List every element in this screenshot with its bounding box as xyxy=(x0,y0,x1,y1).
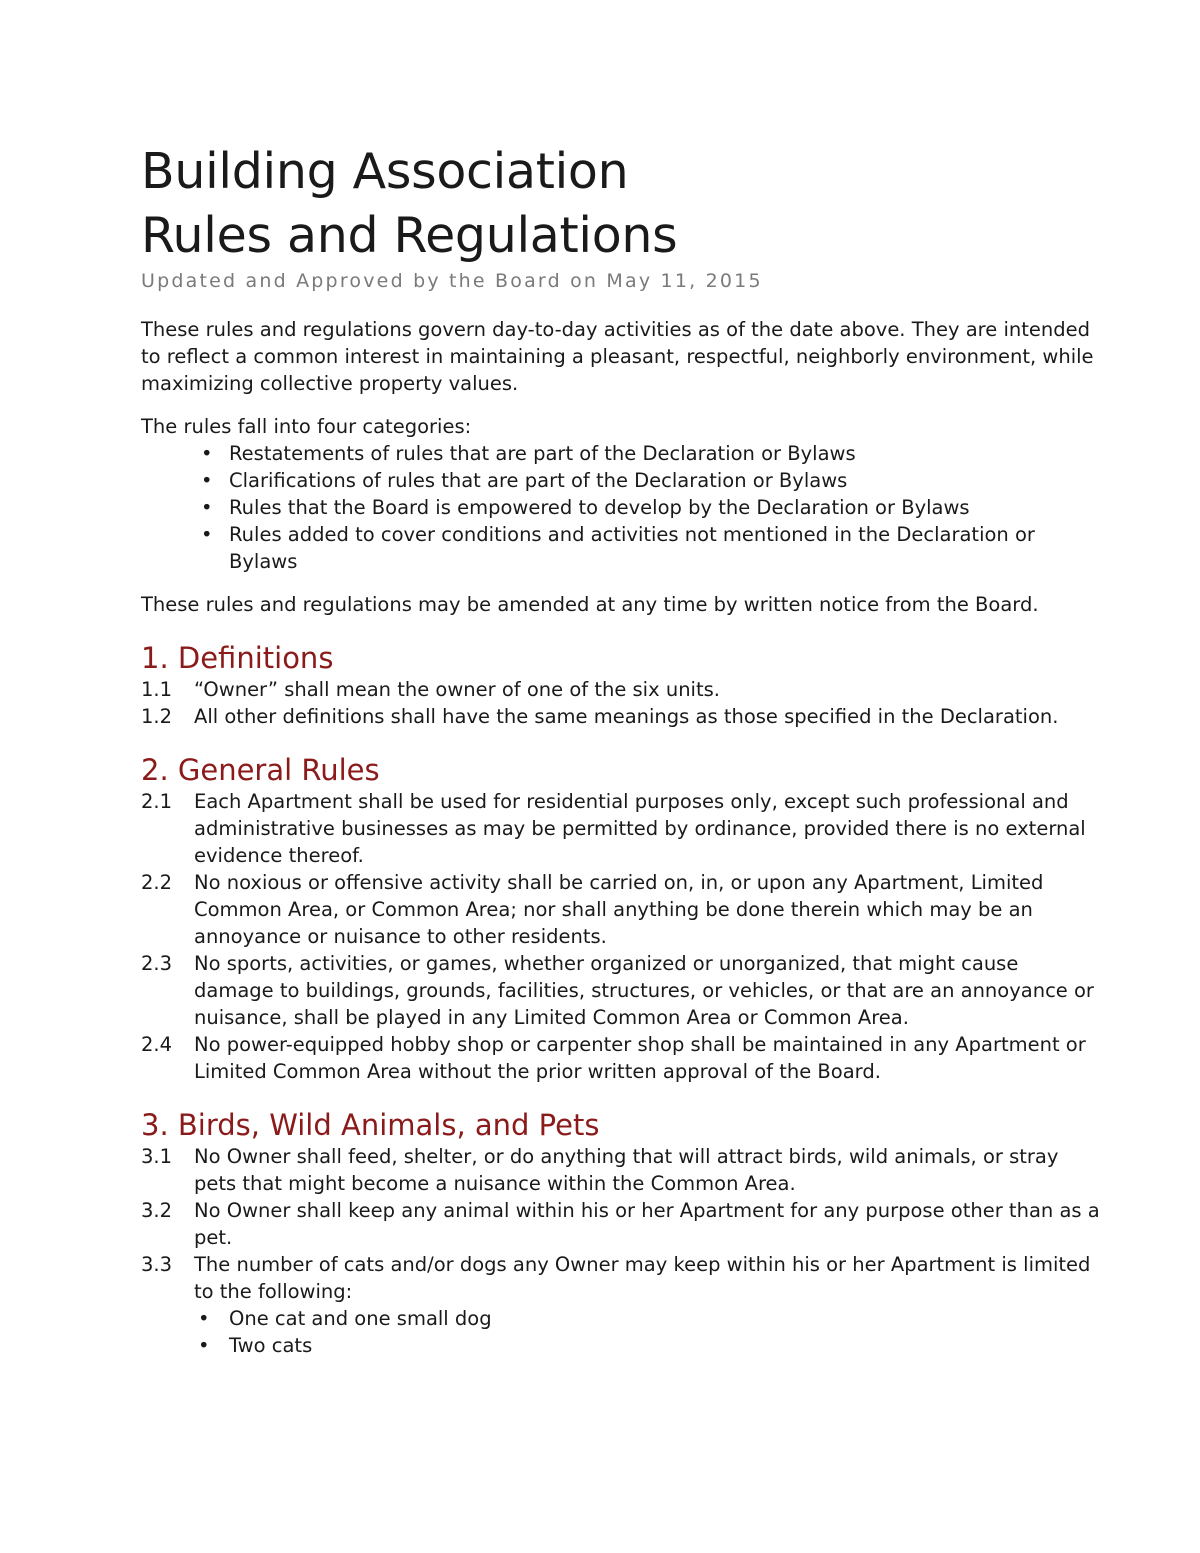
pets-rules-list xyxy=(141,1143,1101,1359)
list-item: • Rules that the Board is empowered to develop by the Declaration or Bylaws xyxy=(201,496,970,519)
rule-number: 1.2 xyxy=(141,705,173,728)
list-item: • Clarifications of rules that are part of the Declaration or Bylaws xyxy=(201,469,848,492)
section-heading-pets: 3. Birds, Wild Animals, and Pets xyxy=(141,1108,600,1142)
list-item: • One cat and one small dog xyxy=(198,1307,492,1330)
categories-list xyxy=(141,440,1101,575)
bullet-icon: • xyxy=(201,523,213,546)
rule-item xyxy=(141,788,1101,869)
bullet-icon: • xyxy=(201,442,213,465)
rule-text: The number of cats and/or dogs any Owner may keep within his or her Apartment is limited to the following: xyxy=(194,1253,1091,1303)
rule-number: 3.1 xyxy=(141,1145,173,1168)
list-item: • Restatements of rules that are part of the Declaration or Bylaws xyxy=(201,442,856,465)
rule-item xyxy=(141,1031,1101,1085)
document-page xyxy=(141,140,1101,1359)
rule-item xyxy=(141,703,1101,730)
rule-text: All other definitions shall have the same meanings as those specified in the Declaration. xyxy=(194,705,1059,728)
rule-number: 3.2 xyxy=(141,1199,173,1222)
categories-intro: The rules fall into four categories: xyxy=(141,415,472,438)
bullet-icon: • xyxy=(201,496,213,519)
rule-number: 3.3 xyxy=(141,1253,173,1276)
rule-text: No power-equipped hobby shop or carpenter shop shall be maintained in any Apartment or Limited Common Area without the prior written approval of the Board. xyxy=(194,1033,1086,1083)
pet-limits-list xyxy=(194,1305,1101,1359)
rule-text: No Owner shall keep any animal within his or her Apartment for any purpose other than as a pet. xyxy=(194,1199,1100,1249)
section-heading-general-rules: 2. General Rules xyxy=(141,753,380,787)
title-line-2: Rules and Regulations xyxy=(141,207,678,264)
rule-number: 1.1 xyxy=(141,678,173,701)
definitions-list xyxy=(141,676,1101,730)
rule-item xyxy=(141,1197,1101,1251)
document-subtitle: Updated and Approved by the Board on May 11, 2015 xyxy=(141,270,763,292)
rule-text: “Owner” shall mean the owner of one of the six units. xyxy=(194,678,720,701)
rule-item xyxy=(141,676,1101,703)
bullet-icon: • xyxy=(201,469,213,492)
list-item: • Rules added to cover conditions and activities not mentioned in the Declaration or Bylaws xyxy=(201,523,1035,573)
rule-item xyxy=(141,1143,1101,1197)
rule-item xyxy=(141,869,1101,950)
rule-number: 2.2 xyxy=(141,871,173,894)
rule-item xyxy=(141,950,1101,1031)
rule-number: 2.4 xyxy=(141,1033,173,1056)
rule-text: Each Apartment shall be used for residential purposes only, except such professional and administrative businesses as may be permitted by ordinance, provided there is no external evidence thereof. xyxy=(194,790,1086,867)
bullet-icon: • xyxy=(198,1334,210,1357)
amend-note: These rules and regulations may be amended at any time by written notice from the Board. xyxy=(141,593,1039,616)
document-title xyxy=(141,140,1101,268)
bullet-icon: • xyxy=(198,1307,210,1330)
list-item: • Two cats xyxy=(198,1334,313,1357)
rule-text: No sports, activities, or games, whether organized or unorganized, that might cause damage to buildings, grounds, facilities, structures, or vehicles, or that are an annoyance or nuisance, shall be played in any Limited Common Area or Common Area. xyxy=(194,952,1094,1029)
section-heading-definitions: 1. Definitions xyxy=(141,641,334,675)
title-line-1: Building Association xyxy=(141,143,629,200)
general-rules-list xyxy=(141,788,1101,1085)
rule-text: No noxious or offensive activity shall be carried on, in, or upon any Apartment, Limited Common Area, or Common Area; nor shall anything be done therein which may be an annoyance or nuisance to other residents. xyxy=(194,871,1044,948)
rule-number: 2.3 xyxy=(141,952,173,975)
rule-text: No Owner shall feed, shelter, or do anything that will attract birds, wild animals, or stray pets that might become a nuisance within the Common Area. xyxy=(194,1145,1059,1195)
rule-item xyxy=(141,1251,1101,1359)
intro-paragraph: These rules and regulations govern day-to-day activities as of the date above. They are intended to reflect a common interest in maintaining a pleasant, respectful, neighborly environment, while maximizing collective property values. xyxy=(141,318,1094,395)
rule-number: 2.1 xyxy=(141,790,173,813)
